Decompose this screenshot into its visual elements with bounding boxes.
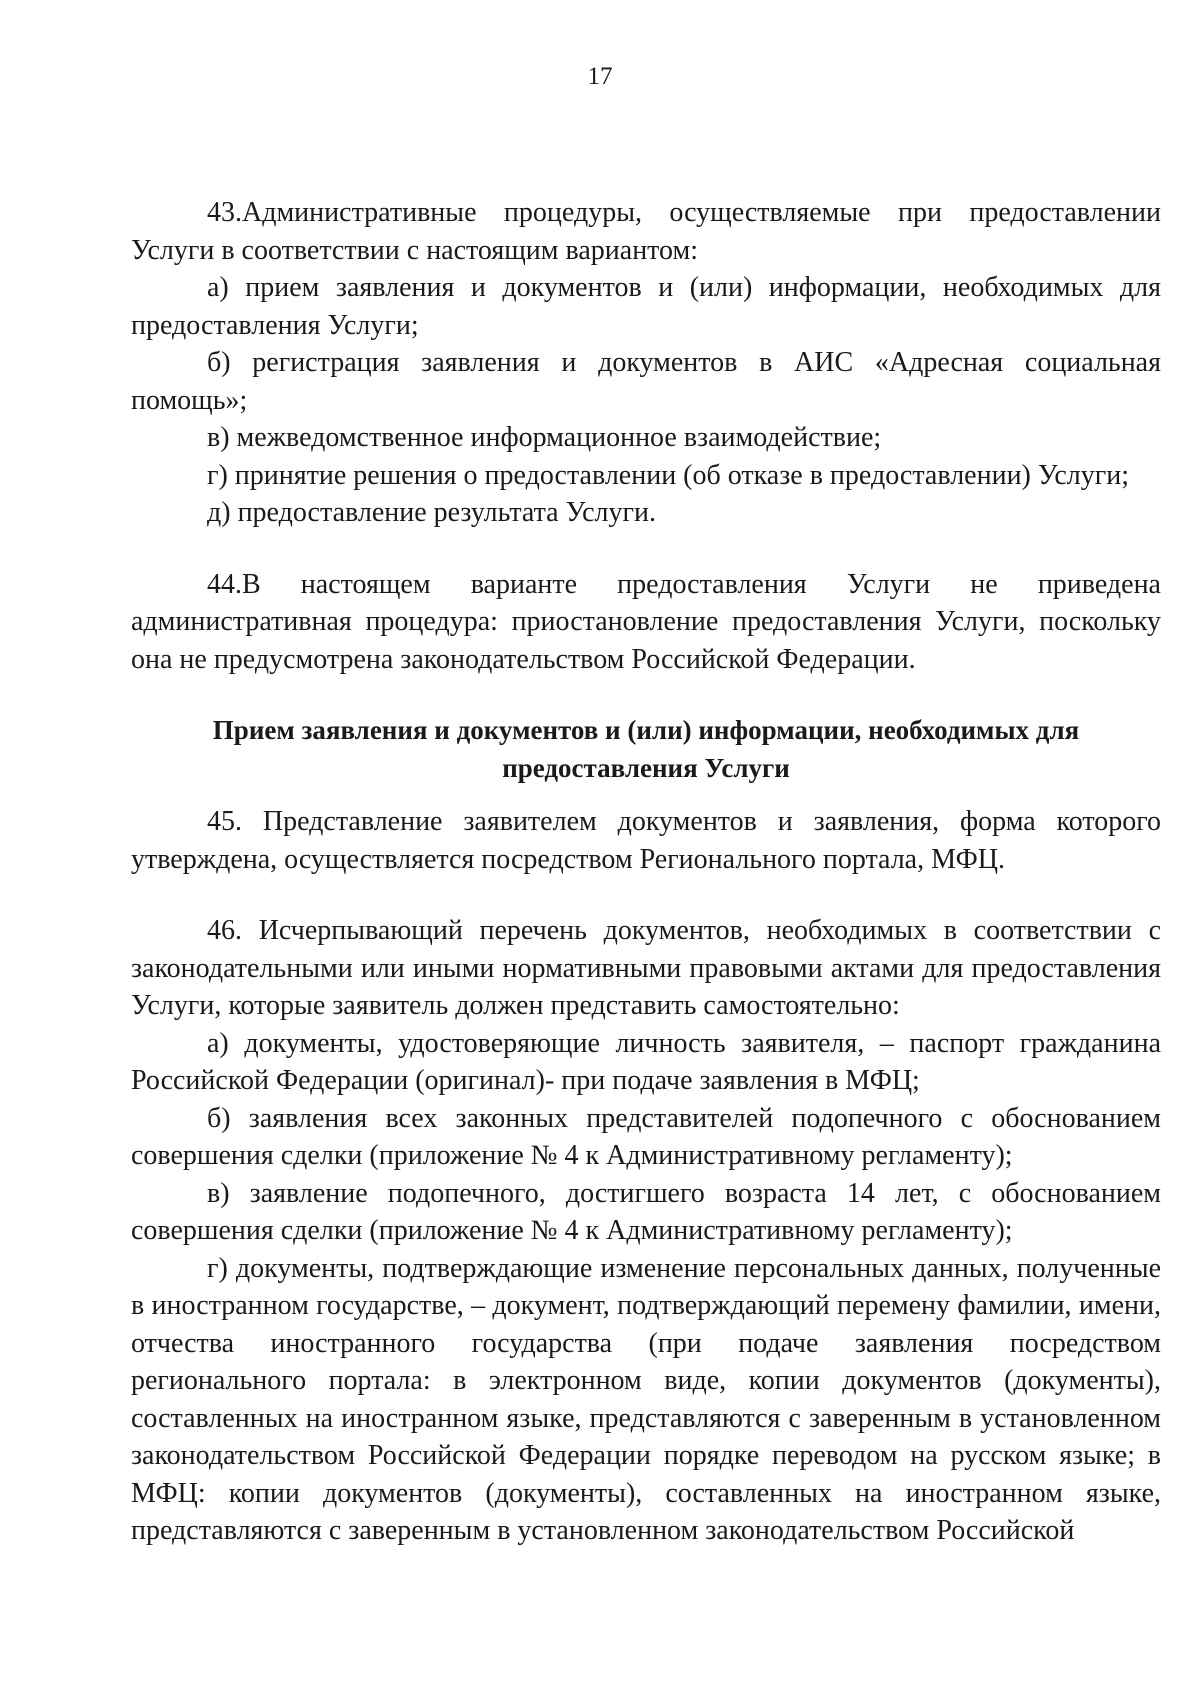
paragraph-text: Административные процедуры, осуществляемые при предоставлении Услуги в соответствии с настоящим вариантом: bbox=[131, 197, 1161, 266]
list-item: д) предоставление результата Услуги. bbox=[207, 497, 656, 528]
paragraph-text: В настоящем варианте предоставления Услуги не приведена административная процедура: приостановление предоставления Услуги, поскольку она не предусмотрена законодательством Российской Федерации. bbox=[131, 568, 1161, 675]
list-item: в) межведомственное информационное взаимодействие; bbox=[207, 422, 882, 453]
paragraph-45 bbox=[131, 803, 1161, 878]
list-item: б) заявления всех законных представителей подопечного с обоснованием совершения сделки (приложение № 4 к Административному регламенту); bbox=[131, 1102, 1161, 1171]
paragraph-46 bbox=[131, 912, 1161, 1025]
paragraph-number: 46. bbox=[207, 915, 242, 946]
paragraph-44 bbox=[131, 566, 1161, 679]
list-item: б) регистрация заявления и документов в АИС «Адресная социальная помощь»; bbox=[131, 347, 1161, 416]
paragraph-number: 45. bbox=[207, 806, 242, 837]
paragraph-43 bbox=[131, 194, 1161, 269]
document-body bbox=[131, 194, 1161, 1550]
paragraph-number: 44. bbox=[207, 568, 242, 600]
list-item: а) прием заявления и документов и (или) информации, необходимых для предоставления Услуги; bbox=[131, 272, 1161, 341]
section-heading: Прием заявления и документов и (или) информации, необходимых для предоставления Услуги bbox=[212, 715, 1080, 783]
paragraph-text: Исчерпывающий перечень документов, необходимых в соответствии с законодательными или иными нормативными правовыми актами для предоставления Услуги, которые заявитель должен представить самостоятельно: bbox=[131, 915, 1161, 1021]
list-item: в) заявление подопечного, достигшего возраста 14 лет, с обоснованием совершения сделки (приложение № 4 к Административному регламенту); bbox=[131, 1177, 1161, 1246]
list-item: г) принятие решения о предоставлении (об отказе в предоставлении) Услуги; bbox=[207, 459, 1129, 491]
list-item: а) документы, удостоверяющие личность заявителя, – паспорт гражданина Российской Федерации (оригинал)- при подаче заявления в МФЦ; bbox=[131, 1027, 1161, 1096]
paragraph-text: Представление заявителем документов и заявления, форма которого утверждена, осуществляется посредством Регионального портала, МФЦ. bbox=[131, 806, 1161, 875]
list-item: г) документы, подтверждающие изменение персональных данных, полученные в иностранном государстве, – документ, подтверждающий перемену фамилии, имени, отчества иностранного государства (при подаче заявления посредством регионального портала: в электронном виде, копии документов (документы), составленных на иностранном языке, представляются с заверенным в установленном законодательством Российской Федерации порядке переводом на русском языке; в МФЦ: копии документов (документы), составленных на иностранном языке, представляются с заверенным в установленном законодательством Российской bbox=[131, 1252, 1161, 1546]
page-number: 17 bbox=[587, 63, 613, 90]
paragraph-number: 43. bbox=[207, 197, 242, 228]
